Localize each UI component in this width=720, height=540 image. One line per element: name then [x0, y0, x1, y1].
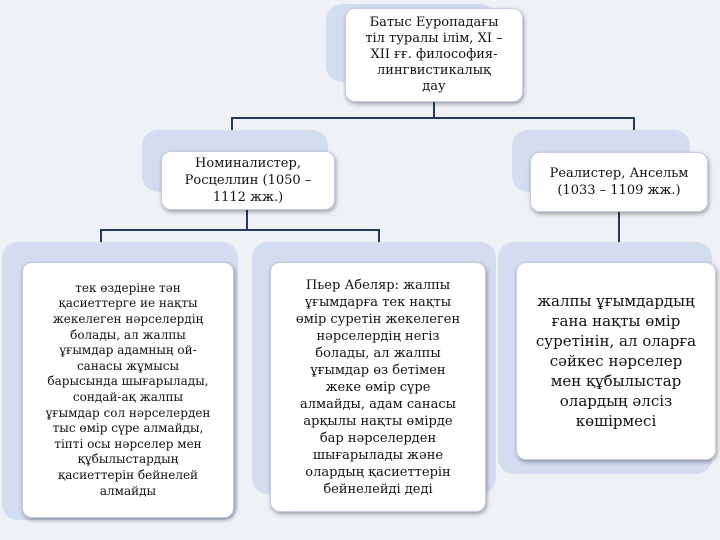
nominalist-view-line-5: ұғымдар адамның ой- — [59, 343, 197, 358]
root-topic-box — [345, 8, 523, 102]
root-line-5: дау — [422, 79, 446, 94]
realist-view-box — [516, 262, 716, 460]
root-line-1: Батыс Еуропадағы — [369, 15, 499, 30]
realist-view-line-7: көшірмесі — [575, 412, 657, 430]
abelard-line-9: арқылы нақты өмірде — [303, 413, 453, 429]
abelard-line-8: алмайды, адам санасы — [300, 396, 456, 412]
abelard-line-6: ұғымдар өз бетімен — [310, 362, 446, 378]
nominalist-view-line-4: болады, ал жалпы — [70, 327, 186, 342]
connector-mid-horizontal — [100, 229, 380, 231]
realists-line-2: (1033 – 1109 жж.) — [557, 183, 681, 198]
realist-view-line-1: жалпы ұғымдардың — [537, 292, 695, 310]
realists-line-1: Реалистер, Ансельм — [549, 166, 689, 181]
connector-root-down — [433, 102, 435, 118]
nominalists-line-3: 1112 жж.) — [212, 190, 284, 205]
nominalist-view-line-13: қасиеттерін бейнелей — [57, 467, 199, 482]
abelard-line-12: олардың қасиеттерін — [305, 464, 451, 480]
root-line-3: XII ғғ. философия- — [370, 47, 498, 62]
realist-view-line-4: сәйкес нәрселер — [549, 352, 683, 370]
abelard-box — [270, 262, 486, 512]
nominalist-view-line-3: жекелеген нәрселердің — [52, 312, 204, 327]
nominalists-line-1: Номиналистер, — [195, 156, 301, 171]
nominalists-box — [161, 151, 335, 210]
abelard-line-2: ұғымдарға тек нақты — [304, 294, 452, 310]
nominalist-view-line-14: алмайды — [99, 483, 157, 498]
realist-view-line-5: мен құбылыстар — [550, 372, 682, 390]
nominalist-view-line-2: қасиеттерге ие нақты — [58, 296, 198, 311]
realist-view-line-3: суретінін, ал оларға — [535, 332, 697, 350]
nominalist-view-line-8: сондай-ақ жалпы — [72, 390, 184, 404]
realist-view-line-6: олардың әлсіз — [559, 392, 673, 410]
realists-box — [530, 152, 708, 212]
realist-view-line-2: ғана нақты өмір — [551, 312, 681, 330]
abelard-line-7: жеке өмір сүре — [325, 379, 431, 395]
abelard-line-13: бейнелейді деді — [323, 481, 433, 497]
nominalist-view-line-12: құбылыстардың — [77, 452, 179, 467]
nominalist-view-line-11: тіпті осы нәрселер мен — [54, 436, 202, 451]
nominalist-view-line-7: барысында шығарылады, — [47, 374, 209, 389]
nominalist-view-line-10: тыс өмір сүре алмайды, — [52, 421, 204, 436]
abelard-line-1: Пьер Абеляр: жалпы — [305, 277, 451, 293]
nominalist-view-box — [22, 262, 234, 518]
abelard-line-10: бар нәрселерден — [319, 430, 437, 446]
abelard-line-5: болады, ал жалпы — [315, 345, 441, 361]
nominalist-view-line-9: ұғымдар сол нәрселерден — [45, 405, 211, 420]
nominalists-line-2: Росцеллин (1050 – — [184, 173, 312, 188]
abelard-line-3: өмір суретін жекелеген — [295, 311, 461, 327]
root-line-2: тіл туралы ілім, XI – — [365, 31, 503, 46]
abelard-line-4: нәрселердің негіз — [316, 328, 440, 344]
connector-nominalists-down — [246, 210, 248, 230]
nominalist-view-line-1: тек өздеріне тән — [75, 280, 181, 295]
root-line-4: лингвистикалық — [377, 63, 491, 78]
abelard-line-11: шығарылады және — [312, 447, 444, 463]
nominalist-view-line-6: санасы жұмысы — [76, 358, 180, 373]
connector-top-horizontal — [231, 117, 635, 119]
